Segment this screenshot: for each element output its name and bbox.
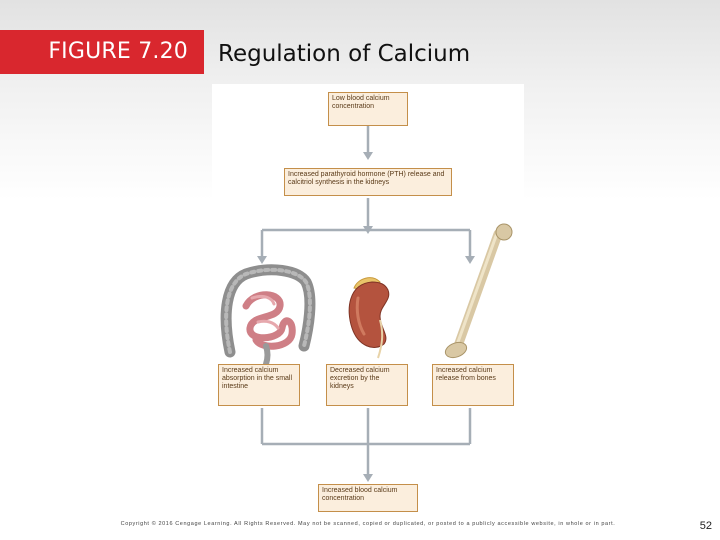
arrowhead-middle: [363, 152, 373, 160]
page-number: 52: [699, 520, 712, 532]
figure-label: FIGURE 7.20: [0, 30, 204, 74]
small-intestine-icon: [226, 270, 310, 364]
calcium-excretion-box: Decreased calcium excretion by the kidneys: [326, 364, 408, 406]
calcium-regulation-diagram: [212, 84, 524, 516]
low-blood-calcium-box: Low blood calcium concentration: [328, 92, 408, 126]
copyright-notice: Copyright © 2016 Cengage Learning. All Rights Reserved. May not be scanned, copied or duplicated, or posted to a publicly accessible website, in whole or in part.: [120, 521, 616, 527]
calcium-absorption-box: Increased calcium absorption in the small intestine: [218, 364, 300, 406]
slide-title: Regulation of Calcium: [218, 41, 471, 67]
bone-icon: [443, 224, 512, 360]
rectum: [266, 346, 268, 364]
femur-condyle: [443, 340, 468, 361]
increased-blood-calcium-box: Increased blood calcium concentration: [318, 484, 418, 512]
arrowhead-left: [257, 256, 267, 264]
arrowhead-right: [465, 256, 475, 264]
calcium-release-box: Increased calcium release from bones: [432, 364, 514, 406]
femur-head: [496, 224, 512, 240]
pth-release-box: Increased parathyroid hormone (PTH) release and calcitriol synthesis in the kidneys: [284, 168, 452, 196]
kidney-icon: [349, 278, 389, 358]
diagram-graphics: [212, 84, 524, 516]
arrowhead-bottom: [363, 474, 373, 482]
